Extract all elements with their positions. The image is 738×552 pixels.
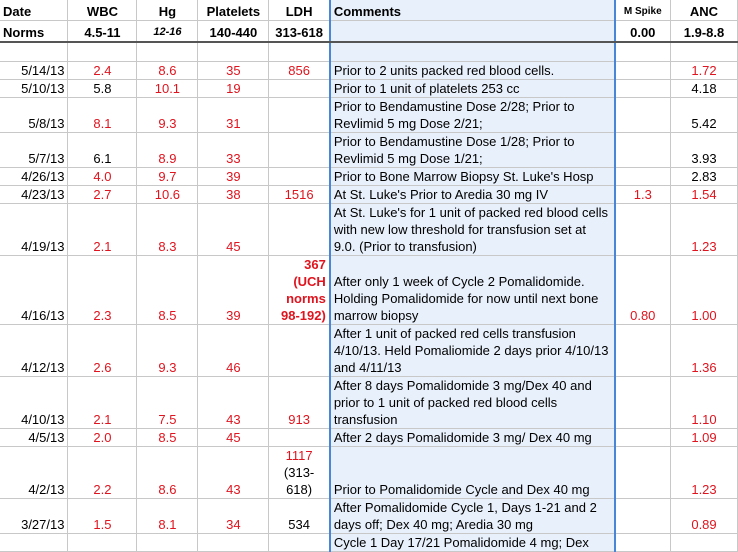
comment-cell[interactable]: After only 1 week of Cycle 2 Pomalidomide. Holding Pomalidomide for now until next bone marrow biopsy (330, 256, 615, 325)
norms-label[interactable]: Norms (0, 21, 68, 43)
hg-cell[interactable]: 8.5 (137, 256, 198, 325)
table-row (0, 256, 738, 325)
table-row (0, 98, 738, 133)
wbc-cell[interactable]: 2.4 (68, 62, 137, 80)
anc-cell[interactable]: 1.23 (671, 447, 738, 499)
mspike-cell[interactable] (615, 62, 671, 80)
ldh-value: 367 (304, 257, 326, 272)
comment-cell[interactable]: After Pomalidomide Cycle 1, Days 1-21 and 2 days off; Dex 40 mg; Aredia 30 mg (330, 499, 615, 534)
anc-cell[interactable]: 5.42 (671, 98, 738, 133)
data-rows (0, 62, 738, 552)
platelets-cell[interactable]: 33 (198, 133, 269, 168)
table-row (0, 429, 738, 447)
norms-ldh[interactable]: 313-618 (269, 21, 330, 43)
date-cell[interactable]: 4/26/13 (0, 168, 68, 186)
mspike-cell[interactable] (615, 133, 671, 168)
ldh-note: (313-618) (283, 465, 315, 497)
wbc-cell[interactable]: 2.2 (68, 447, 137, 499)
wbc-cell[interactable]: 8.1 (68, 98, 137, 133)
anc-cell[interactable]: 1.54 (671, 186, 738, 204)
ldh-cell[interactable]: 856 (269, 62, 330, 80)
mspike-cell[interactable]: 0.80 (615, 256, 671, 325)
mspike-cell[interactable] (615, 325, 671, 377)
norms-mspike[interactable]: 0.00 (615, 21, 671, 43)
norms-hg[interactable]: 12-16 (137, 21, 198, 43)
header-comments[interactable]: Comments (330, 0, 615, 21)
hg-cell[interactable]: 8.6 (137, 62, 198, 80)
table-row (0, 62, 738, 80)
header-anc[interactable]: ANC (671, 0, 738, 21)
table-row (0, 325, 738, 377)
anc-cell[interactable]: 1.72 (671, 62, 738, 80)
comment-cell[interactable]: Prior to Bone Marrow Biopsy St. Luke's Hosp (330, 168, 615, 186)
ldh-cell[interactable] (269, 133, 330, 168)
wbc-cell[interactable] (68, 534, 137, 552)
mspike-cell[interactable] (615, 80, 671, 98)
ldh-cell[interactable] (269, 256, 330, 325)
wbc-cell[interactable]: 4.0 (68, 168, 137, 186)
ldh-cell[interactable] (269, 168, 330, 186)
wbc-cell[interactable]: 2.3 (68, 256, 137, 325)
wbc-cell[interactable]: 5.8 (68, 80, 137, 98)
anc-cell[interactable]: 1.23 (671, 204, 738, 256)
platelets-cell[interactable]: 31 (198, 98, 269, 133)
norms-anc[interactable]: 1.9-8.8 (671, 21, 738, 43)
mspike-cell[interactable] (615, 534, 671, 552)
header-mspike[interactable]: M Spike (615, 0, 671, 21)
mspike-cell[interactable] (615, 377, 671, 429)
anc-cell[interactable]: 2.83 (671, 168, 738, 186)
anc-cell[interactable] (671, 534, 738, 552)
date-cell[interactable]: 5/14/13 (0, 62, 68, 80)
ldh-value: 1117 (285, 448, 313, 463)
table-row (0, 204, 738, 256)
wbc-cell[interactable]: 2.1 (68, 204, 137, 256)
wbc-cell[interactable]: 2.6 (68, 325, 137, 377)
comment-cell[interactable]: Prior to Bendamustine Dose 2/28; Prior to Revlimid 5 mg Dose 2/21; (330, 98, 615, 133)
header-ldh[interactable]: LDH (269, 0, 330, 21)
table-row (0, 499, 738, 534)
ldh-note: (UCH norms 98-192) (281, 274, 326, 323)
platelets-cell[interactable]: 43 (198, 377, 269, 429)
hg-cell[interactable]: 8.6 (137, 447, 198, 499)
hg-cell[interactable]: 10.6 (137, 186, 198, 204)
hg-cell[interactable]: 7.5 (137, 377, 198, 429)
comment-cell[interactable]: After 1 unit of packed red cells transfusion 4/10/13. Held Pomaliomide 2 days prior 4/10/13 and 4/11/13 (330, 325, 615, 377)
hg-cell[interactable]: 10.1 (137, 80, 198, 98)
hg-cell[interactable]: 8.5 (137, 429, 198, 447)
anc-cell[interactable]: 1.36 (671, 325, 738, 377)
ldh-cell[interactable] (269, 98, 330, 133)
table-row (0, 168, 738, 186)
hg-cell[interactable]: 9.7 (137, 168, 198, 186)
date-cell[interactable] (0, 534, 68, 552)
ldh-cell[interactable] (269, 447, 330, 499)
table-row (0, 186, 738, 204)
anc-cell[interactable]: 1.00 (671, 256, 738, 325)
hg-cell[interactable]: 9.3 (137, 98, 198, 133)
anc-cell[interactable]: 3.93 (671, 133, 738, 168)
platelets-cell[interactable]: 19 (198, 80, 269, 98)
anc-cell[interactable]: 4.18 (671, 80, 738, 98)
mspike-cell[interactable] (615, 429, 671, 447)
comment-cell[interactable]: Prior to 1 unit of platelets 253 cc (330, 80, 615, 98)
date-cell[interactable]: 4/5/13 (0, 429, 68, 447)
date-cell[interactable]: 4/23/13 (0, 186, 68, 204)
comment-cell[interactable]: Cycle 1 Day 17/21 Pomalidomide 4 mg; Dex (330, 534, 615, 552)
comment-cell[interactable]: Prior to Bendamustine Dose 1/28; Prior to Revlimid 5 mg Dose 1/21; (330, 133, 615, 168)
comment-cell[interactable]: Prior to 2 units packed red blood cells. (330, 62, 615, 80)
header-hg[interactable]: Hg (137, 0, 198, 21)
table-row (0, 447, 738, 499)
mspike-cell[interactable]: 1.3 (615, 186, 671, 204)
mspike-cell[interactable] (615, 204, 671, 256)
comment-cell[interactable]: After 2 days Pomalidomide 3 mg/ Dex 40 mg (330, 429, 615, 447)
wbc-cell[interactable]: 2.1 (68, 377, 137, 429)
platelets-cell[interactable]: 34 (198, 499, 269, 534)
date-cell[interactable]: 4/16/13 (0, 256, 68, 325)
mspike-cell[interactable] (615, 98, 671, 133)
platelets-cell[interactable]: 35 (198, 62, 269, 80)
wbc-cell[interactable]: 2.7 (68, 186, 137, 204)
anc-cell[interactable]: 1.10 (671, 377, 738, 429)
spacer-row (0, 42, 738, 62)
ldh-cell[interactable] (269, 204, 330, 256)
anc-cell[interactable]: 0.89 (671, 499, 738, 534)
table-row (0, 133, 738, 168)
norms-row (0, 21, 738, 43)
comment-cell[interactable]: Prior to Pomalidomide Cycle and Dex 40 mg (330, 447, 615, 499)
ldh-cell[interactable] (269, 534, 330, 552)
hg-cell[interactable]: 8.1 (137, 499, 198, 534)
comment-cell[interactable]: After 8 days Pomalidomide 3 mg/Dex 40 and prior to 1 unit of packed red blood cells transfusion (330, 377, 615, 429)
date-cell[interactable]: 4/2/13 (0, 447, 68, 499)
header-platelets[interactable]: Platelets (198, 0, 269, 21)
wbc-cell[interactable]: 1.5 (68, 499, 137, 534)
comment-cell[interactable]: At St. Luke's for 1 unit of packed red blood cells with new low threshold for transfusion set at 9.0. (Prior to transfusion) (330, 204, 615, 256)
date-cell[interactable]: 4/12/13 (0, 325, 68, 377)
platelets-cell[interactable]: 38 (198, 186, 269, 204)
norms-platelets[interactable]: 140-440 (198, 21, 269, 43)
platelets-cell[interactable]: 39 (198, 168, 269, 186)
date-cell[interactable]: 4/19/13 (0, 204, 68, 256)
platelets-cell[interactable]: 43 (198, 447, 269, 499)
date-cell[interactable]: 4/10/13 (0, 377, 68, 429)
header-row (0, 0, 738, 21)
ldh-cell[interactable] (269, 80, 330, 98)
hg-cell[interactable]: 9.3 (137, 325, 198, 377)
platelets-cell[interactable]: 46 (198, 325, 269, 377)
mspike-cell[interactable] (615, 168, 671, 186)
ldh-cell[interactable] (269, 429, 330, 447)
hg-cell[interactable]: 8.9 (137, 133, 198, 168)
header-wbc[interactable]: WBC (68, 0, 137, 21)
date-cell[interactable]: 5/8/13 (0, 98, 68, 133)
ldh-cell[interactable]: 534 (269, 499, 330, 534)
platelets-cell[interactable]: 45 (198, 204, 269, 256)
ldh-cell[interactable]: 1516 (269, 186, 330, 204)
mspike-cell[interactable] (615, 499, 671, 534)
hg-cell[interactable]: 8.3 (137, 204, 198, 256)
platelets-cell[interactable]: 39 (198, 256, 269, 325)
date-cell[interactable]: 3/27/13 (0, 499, 68, 534)
hg-cell[interactable] (137, 534, 198, 552)
ldh-cell[interactable] (269, 325, 330, 377)
wbc-cell[interactable]: 6.1 (68, 133, 137, 168)
platelets-cell[interactable] (198, 534, 269, 552)
wbc-cell[interactable]: 2.0 (68, 429, 137, 447)
ldh-cell[interactable]: 913 (269, 377, 330, 429)
date-cell[interactable]: 5/7/13 (0, 133, 68, 168)
anc-cell[interactable]: 1.09 (671, 429, 738, 447)
norms-comments[interactable] (330, 21, 615, 43)
platelets-cell[interactable]: 45 (198, 429, 269, 447)
mspike-cell[interactable] (615, 447, 671, 499)
table-row (0, 80, 738, 98)
table-row (0, 377, 738, 429)
comment-cell[interactable]: At St. Luke's Prior to Aredia 30 mg IV (330, 186, 615, 204)
date-cell[interactable]: 5/10/13 (0, 80, 68, 98)
header-date[interactable]: Date (0, 0, 68, 21)
norms-wbc[interactable]: 4.5-11 (68, 21, 137, 43)
table-row (0, 534, 738, 552)
